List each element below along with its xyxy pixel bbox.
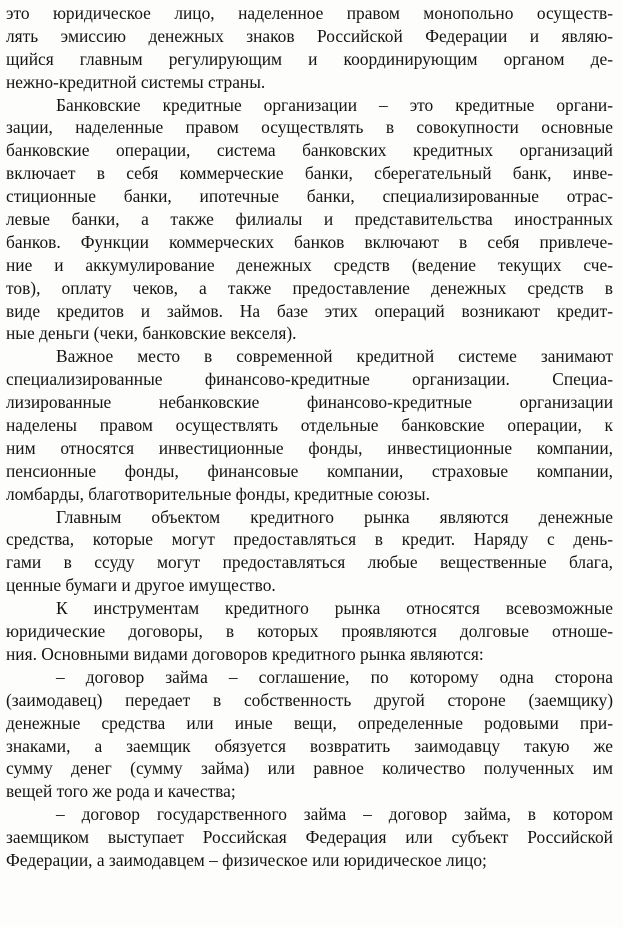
text-line: виде кредитов и займов. На базе этих операций возникают кредит-	[6, 300, 613, 321]
text-line: Федерации, а заимодавцем – физическое или юридическое лицо;	[6, 849, 487, 870]
paragraph-2	[6, 94, 613, 346]
text-line: нежно-кредитной системы страны.	[6, 71, 266, 92]
text-line: К инструментам кредитного рынка относятся всевозможные	[56, 598, 613, 619]
text-line: банковские операции, система банковских кредитных организаций	[6, 140, 613, 161]
text-line: – договор займа – соглашение, по которому одна сторона	[56, 666, 613, 687]
text-line: Банковские кредитные организации – это кредитные органи-	[56, 94, 613, 115]
paragraph-6	[6, 666, 613, 803]
text-line: банков. Функции коммерческих банков включают в себя привлече-	[6, 231, 613, 252]
paragraph-1	[6, 2, 613, 94]
text-line: включает в себя коммерческие банки, сберегательный банк, инве-	[6, 163, 613, 184]
paragraph-4	[6, 506, 613, 598]
text-line: лизированные небанковские финансово-кредитные организации	[6, 392, 613, 413]
text-line: средства, которые могут предоставляться в кредит. Наряду с день-	[6, 529, 613, 550]
text-line: левые банки, а также филиалы и представительства иностранных	[6, 209, 613, 230]
paragraph-7	[6, 803, 613, 872]
paragraph-5	[6, 597, 613, 666]
text-line: вещей того же рода и качества;	[6, 781, 236, 802]
text-line: ния. Основными видами договоров кредитного рынка являются:	[6, 643, 484, 664]
text-line: Главным объектом кредитного рынка являются денежные	[56, 506, 613, 527]
text-line: это юридическое лицо, наделенное правом монопольно осуществ-	[6, 3, 613, 23]
text-line: (заимодавец) передает в собственность другой стороне (заемщику)	[6, 689, 613, 710]
paragraph-3	[6, 345, 613, 505]
text-line: наделены правом осуществлять отдельные банковские операции, к	[6, 415, 613, 436]
text-line: знаками, а заемщик обязуется возвратить заимодавцу такую же	[6, 735, 613, 756]
text-line: пенсионные фонды, финансовые компании, страховые компании,	[6, 460, 613, 481]
text-line: специализированные финансово-кредитные организации. Специа-	[6, 369, 613, 390]
text-line: тов), оплату чеков, а также предоставление денежных средств в	[6, 277, 613, 298]
text-line: ние и аккумулирование денежных средств (ведение текущих сче-	[6, 254, 613, 275]
text-line: заемщиком выступает Российская Федерация или субъект Российской	[6, 827, 613, 848]
text-line: ные деньги (чеки, банковские векселя).	[6, 323, 297, 344]
text-line: ломбарды, благотворительные фонды, кредитные союзы.	[6, 483, 430, 504]
text-line: зации, наделенные правом осуществлять в совокупности основные	[6, 117, 613, 138]
text-line: стиционные банки, ипотечные банки, специализированные отрас-	[6, 186, 613, 207]
text-line: щийся главным регулирующим и координирующим органом де-	[6, 48, 613, 69]
text-line: лять эмиссию денежных знаков Российской Федерации и являю-	[6, 25, 613, 46]
text-line: гами в ссуду могут предоставляться любые вещественные блага,	[6, 552, 613, 573]
text-line: денежные средства или иные вещи, определенные родовыми при-	[6, 712, 613, 733]
text-line: юридические договоры, в которых проявляются долговые отноше-	[6, 621, 613, 642]
text-line: сумму денег (сумму займа) или равное количество полученных им	[6, 758, 613, 779]
text-line: – договор государственного займа – договор займа, в котором	[56, 804, 613, 825]
text-line: Важное место в современной кредитной системе занимают	[56, 346, 613, 367]
text-line: ним относятся инвестиционные фонды, инвестиционные компании,	[6, 437, 613, 458]
text-line: ценные бумаги и другое имущество.	[6, 575, 276, 596]
